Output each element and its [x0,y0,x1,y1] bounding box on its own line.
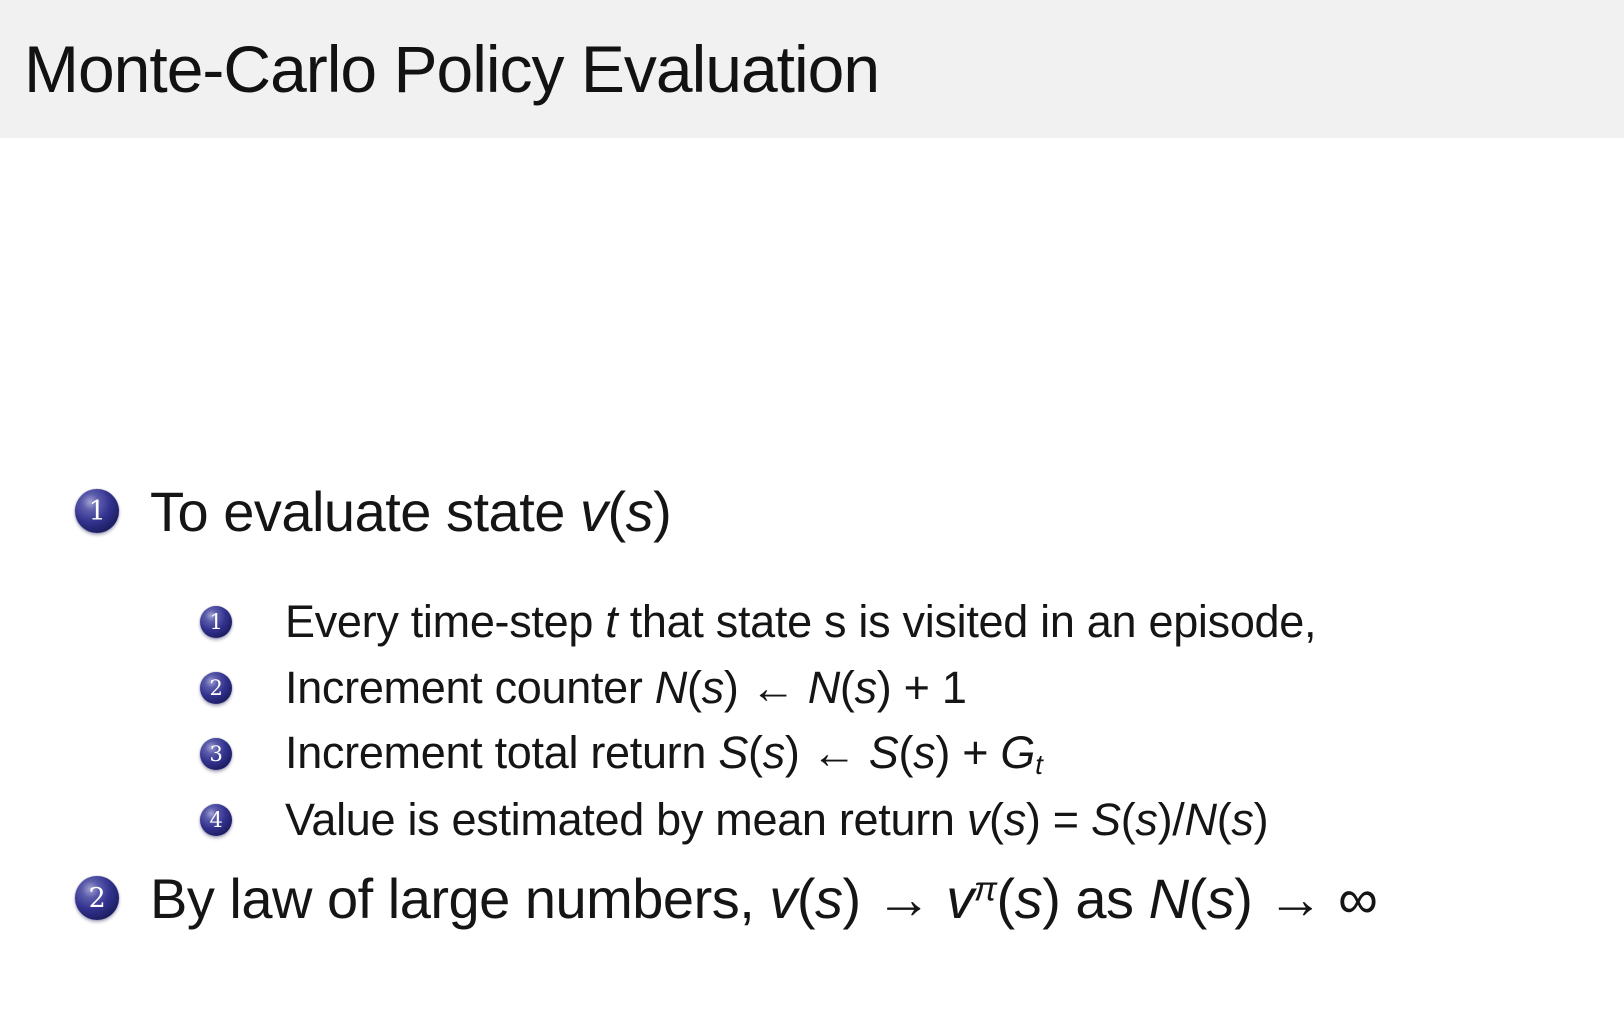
list-item-text: Increment total return S(s) ← S(s) + Gt [285,726,1043,781]
list-item [200,589,1316,655]
enumerate-ball-icon [75,876,119,920]
ball-number: 2 [209,676,223,700]
enumerate-ball-icon [200,606,232,638]
list-item-text: Value is estimated by mean return v(s) = S(s)/N(s) [285,794,1269,845]
list-item [200,787,1268,853]
ball-number: 2 [88,882,106,914]
list-item [75,863,1377,933]
ball-number: 4 [209,808,223,832]
enumerate-ball-icon [200,738,232,770]
enumerate-ball-icon [200,672,232,704]
enumerate-ball-icon [200,804,232,836]
list-item-text: By law of large numbers, $v(s) \to v^\pi(s)$ as N(s) → ∞ [150,866,1378,930]
slide-title: Monte-Carlo Policy Evaluation [24,32,880,106]
list-item-text: Every time-step t that state s is visited in an episode, [285,596,1317,647]
title-bar [0,0,1624,138]
ball-number: 1 [88,495,106,527]
ball-number: 1 [209,610,223,634]
list-item [75,476,671,546]
list-item [200,655,967,721]
list-item-text: To evaluate state v(s) [150,479,672,543]
ball-number: 3 [209,742,223,766]
list-item [200,721,1043,787]
enumerate-ball-icon [75,489,119,533]
list-item-text: Increment counter N(s) ← N(s) + 1 [285,662,967,713]
